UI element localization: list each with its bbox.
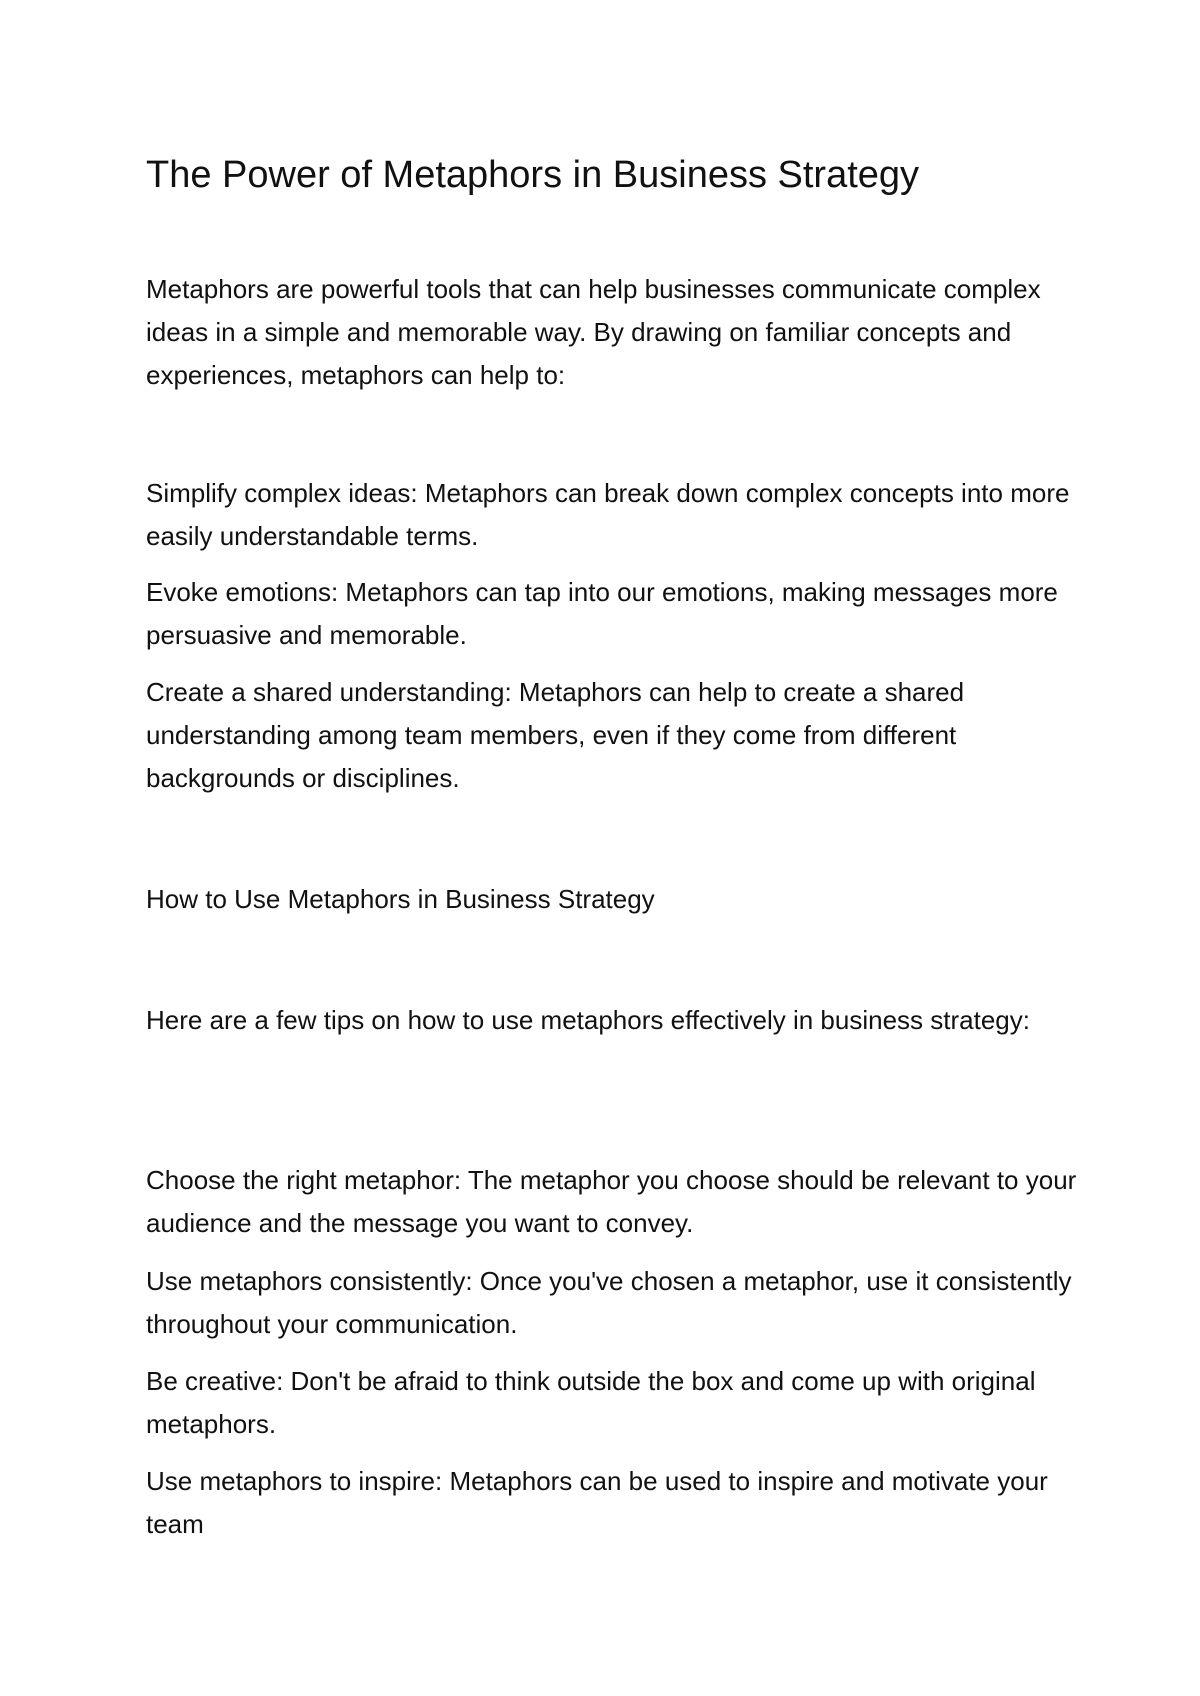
tip-item: Use metaphors consistently: Once you've chosen a metaphor, use it consistently throughout your communication. — [146, 1266, 1072, 1339]
tip-item: Choose the right metaphor: The metaphor you choose should be relevant to your audience and the message you want to convey. — [146, 1165, 1077, 1238]
intro-paragraph: Metaphors are powerful tools that can help businesses communicate complex ideas in a simple and memorable way. By drawing on familiar concepts and experiences, metaphors can help to: — [146, 274, 1041, 390]
tip-item: Be creative: Don't be afraid to think outside the box and come up with original metaphors. — [146, 1366, 1036, 1439]
tip-item: Use metaphors to inspire: Metaphors can be used to inspire and motivate your team — [146, 1466, 1048, 1539]
section-heading: How to Use Metaphors in Business Strategy — [146, 884, 655, 914]
tips-intro-paragraph: Here are a few tips on how to use metaphors effectively in business strategy: — [146, 1005, 1030, 1035]
benefit-item: Simplify complex ideas: Metaphors can break down complex concepts into more easily understandable terms. — [146, 478, 1070, 551]
page-title: The Power of Metaphors in Business Strategy — [146, 154, 920, 196]
benefit-item: Evoke emotions: Metaphors can tap into our emotions, making messages more persuasive and memorable. — [146, 577, 1058, 650]
benefit-item: Create a shared understanding: Metaphors can help to create a shared understanding among team members, even if they come from different backgrounds or disciplines. — [146, 677, 965, 793]
